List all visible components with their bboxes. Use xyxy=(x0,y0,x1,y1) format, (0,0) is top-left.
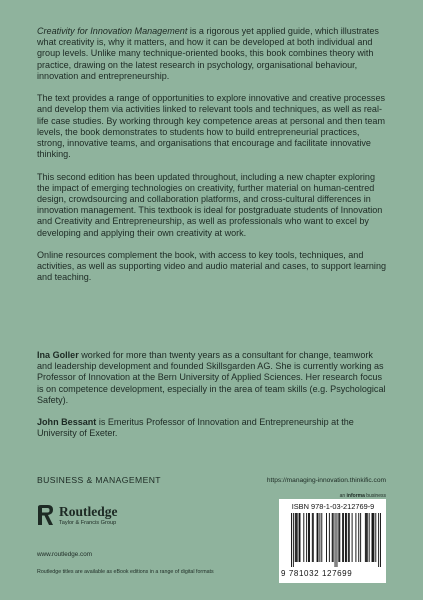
barcode-bar xyxy=(300,513,301,562)
barcode-bar xyxy=(342,513,343,562)
barcode-bar xyxy=(348,513,349,562)
barcode-bar xyxy=(346,513,347,562)
publisher-name: Routledge xyxy=(59,504,118,519)
publisher-group: Taylor & Francis Group xyxy=(59,520,117,526)
barcode-bar xyxy=(293,513,294,567)
barcode-bar xyxy=(375,513,376,562)
author-bio-2: John Bessant is Emeritus Professor of Innovation and Entrepreneurship at the University of Exeter. xyxy=(37,417,354,439)
barcode-bar xyxy=(372,513,373,562)
blurb-paragraph-3: This second edition has been updated throughout, including a new chapter exploring the impact of emerging technologies on creativity, further material on human-centred design, crowdsourcing and collaboration platforms, and cross-cultural differences in innovation management. This textbook is ideal for postgraduate students of Innovation and Creativity and Entrepreneurship, as well as professionals who want to excel by developing and applying their own creativity at work. xyxy=(37,171,383,238)
barcode-bar xyxy=(319,513,320,562)
barcode-bar xyxy=(378,513,379,567)
book-title: Creativity for Innovation Management xyxy=(37,26,188,36)
barcode-bar xyxy=(299,513,300,562)
blurb-paragraph-4: Online resources complement the book, with access to key tools, techniques, and activities, as well as supporting video and audio material and cases, to support learning and teaching. xyxy=(37,250,387,283)
barcode-bar xyxy=(329,513,330,562)
barcode-bar xyxy=(343,513,344,562)
barcode-bar xyxy=(345,513,346,562)
barcode-bar xyxy=(366,513,367,562)
companion-website-link[interactable]: https://managing-innovation.thinkific.com xyxy=(266,477,386,484)
barcode-bar xyxy=(360,513,361,562)
barcode-bar xyxy=(312,513,313,562)
barcode-bar xyxy=(355,513,356,562)
author-name: Ina Goller xyxy=(37,350,79,360)
barcode-digits: 9 781032 127699 xyxy=(281,569,353,578)
barcode-bar xyxy=(365,513,366,562)
barcode-bar xyxy=(349,513,350,562)
barcode-bar xyxy=(338,513,339,562)
barcode-bar xyxy=(306,513,307,562)
routledge-logo-icon xyxy=(37,504,54,526)
blurb-paragraph-2: The text provides a range of opportunities to explore innovative and creative processes and develop them via activities linked to relevant tools and techniques, as well as real-life case studies. By working through key competence areas at personal and then team levels, the book demonstrates to students how to build entrepreneurial practices, strong, innovative teams, and organisations that encourage and facilitate innovative thinking. xyxy=(37,93,386,160)
barcode-bar xyxy=(336,513,337,567)
barcode-bar xyxy=(297,513,298,562)
barcode-bar xyxy=(291,513,292,567)
subject-category: BUSINESS & MANAGEMENT xyxy=(37,475,161,485)
barcode xyxy=(291,513,381,567)
barcode-bar xyxy=(332,513,333,562)
barcode-bar xyxy=(358,513,359,562)
barcode-bar xyxy=(352,513,353,562)
barcode-bar xyxy=(318,513,319,562)
blurb-paragraph-1: Creativity for Innovation Management is a rigorous yet applied guide, which illustrates what creativity is, why it matters, and how it can be developed at both individual and group levels. Unlike many technique-oriented books, this book combines theory with practice, drawing on the latest research in psychology, organisational behaviour, innovation and entrepreneurship. xyxy=(37,26,379,81)
publisher-logo xyxy=(37,502,177,538)
barcode-panel xyxy=(279,499,386,583)
barcode-bar xyxy=(380,513,381,567)
barcode-bar xyxy=(367,513,368,562)
barcode-bar xyxy=(317,513,318,562)
barcode-bar xyxy=(335,513,336,567)
barcode-bar xyxy=(309,513,310,562)
cover-blurb xyxy=(37,26,389,295)
informa-business-label: an informa business xyxy=(339,493,386,499)
ebook-note: Routledge titles are available as eBook editions in a range of digital formats xyxy=(37,569,214,575)
publisher-website[interactable]: www.routledge.com xyxy=(37,551,92,558)
barcode-bar xyxy=(372,513,373,562)
barcode-bar xyxy=(326,513,327,562)
author-bios xyxy=(37,350,389,451)
author-bio-1: Ina Goller worked for more than twenty years as a consultant for change, teamwork and leadership development and founded Skillsgarden AG. She is currently working as Professor of Innovation at the Bern University of Applied Sciences. Her research focus is on competence development, especially in the area of team skills (e.g. Psychological Safety). xyxy=(37,350,386,405)
barcode-bar xyxy=(339,513,340,562)
barcode-bar xyxy=(308,513,309,562)
barcode-bar xyxy=(296,513,297,562)
barcode-bar xyxy=(333,513,334,562)
barcode-bar xyxy=(373,513,374,562)
barcode-bar xyxy=(321,513,322,562)
barcode-bar xyxy=(313,513,314,562)
barcode-bar xyxy=(295,513,296,562)
author-name: John Bessant xyxy=(37,417,97,428)
barcode-bar xyxy=(303,513,304,562)
isbn-number: ISBN 978-1-03-212769-9 xyxy=(291,502,375,511)
barcode-bar xyxy=(369,513,370,562)
